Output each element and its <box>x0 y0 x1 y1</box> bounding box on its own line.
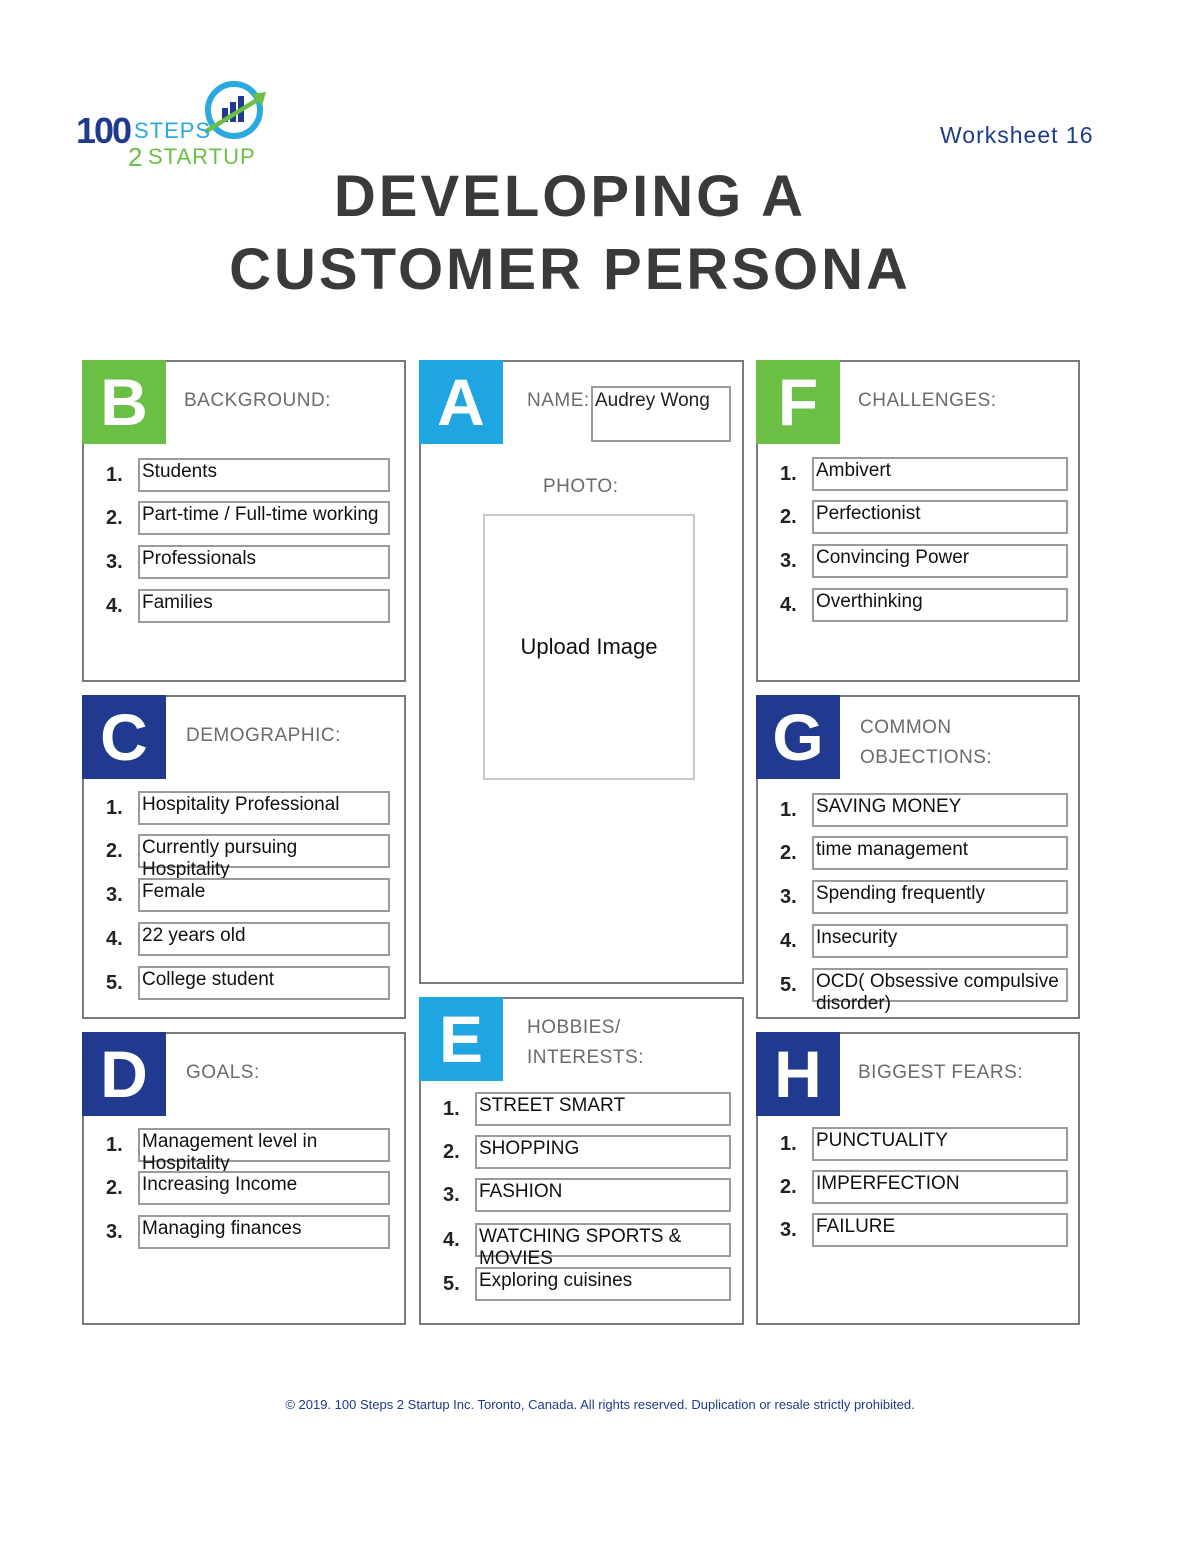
panel-challenges <box>756 360 1080 682</box>
item-number: 3. <box>780 886 797 908</box>
panel-name-photo <box>419 360 744 984</box>
name-field[interactable]: Audrey Wong <box>591 386 731 442</box>
item-number: 5. <box>443 1273 460 1295</box>
hobbies-heading-line-1: HOBBIES/ <box>527 1017 621 1038</box>
logo-two: 2 <box>128 142 143 172</box>
objections-heading-line-2: OBJECTIONS: <box>860 747 993 768</box>
goals-field-2[interactable]: Increasing Income <box>138 1171 390 1205</box>
item-number: 3. <box>106 1221 123 1243</box>
logo-100: 100 <box>76 110 131 151</box>
item-number: 2. <box>780 506 797 528</box>
hobbies-field-5[interactable]: Exploring cuisines <box>475 1267 731 1301</box>
item-number: 2. <box>780 1176 797 1198</box>
fears-field-1[interactable]: PUNCTUALITY <box>812 1127 1068 1161</box>
page-title-line-2: CUSTOMER PERSONA <box>229 237 911 302</box>
item-number: 2. <box>106 1177 123 1199</box>
item-number: 1. <box>443 1098 460 1120</box>
background-field-3[interactable]: Professionals <box>138 545 390 579</box>
section-letter-b: B <box>82 360 166 444</box>
panel-goals <box>82 1032 406 1325</box>
section-letter-e: E <box>419 997 503 1081</box>
panel-background <box>82 360 406 682</box>
panel-hobbies-interests <box>419 997 744 1325</box>
section-letter-a: A <box>419 360 503 444</box>
demographic-heading: DEMOGRAPHIC: <box>186 725 341 746</box>
challenges-field-3[interactable]: Convincing Power <box>812 544 1068 578</box>
item-number: 1. <box>780 799 797 821</box>
section-letter-f: F <box>756 360 840 444</box>
item-number: 4. <box>106 595 123 617</box>
fears-field-3[interactable]: FAILURE <box>812 1213 1068 1247</box>
objections-heading-line-1: COMMON <box>860 717 952 738</box>
photo-label: PHOTO: <box>543 476 619 497</box>
item-number: 4. <box>106 928 123 950</box>
item-number: 2. <box>106 840 123 862</box>
section-letter-h: H <box>756 1032 840 1116</box>
goals-field-1[interactable]: Management level in Hospitality <box>138 1128 390 1162</box>
item-number: 2. <box>780 842 797 864</box>
objections-field-4[interactable]: Insecurity <box>812 924 1068 958</box>
item-number: 2. <box>106 507 123 529</box>
goals-heading: GOALS: <box>186 1062 260 1083</box>
item-number: 3. <box>780 550 797 572</box>
item-number: 3. <box>443 1184 460 1206</box>
demographic-field-2[interactable]: Currently pursuing Hospitality <box>138 834 390 868</box>
section-letter-c: C <box>82 695 166 779</box>
panel-demographic <box>82 695 406 1019</box>
objections-field-2[interactable]: time management <box>812 836 1068 870</box>
item-number: 3. <box>106 884 123 906</box>
challenges-heading: CHALLENGES: <box>858 390 997 411</box>
panel-biggest-fears <box>756 1032 1080 1325</box>
section-letter-d: D <box>82 1032 166 1116</box>
section-letter-g: G <box>756 695 840 779</box>
demographic-field-5[interactable]: College student <box>138 966 390 1000</box>
hobbies-field-2[interactable]: SHOPPING <box>475 1135 731 1169</box>
upload-image-button[interactable] <box>483 514 695 780</box>
item-number: 1. <box>106 464 123 486</box>
item-number: 5. <box>106 972 123 994</box>
item-number: 1. <box>106 1134 123 1156</box>
item-number: 1. <box>780 463 797 485</box>
background-field-4[interactable]: Families <box>138 589 390 623</box>
logo-steps: STEPS <box>134 118 212 143</box>
demographic-field-4[interactable]: 22 years old <box>138 922 390 956</box>
background-heading: BACKGROUND: <box>184 390 331 411</box>
hobbies-field-3[interactable]: FASHION <box>475 1178 731 1212</box>
background-field-1[interactable]: Students <box>138 458 390 492</box>
hobbies-field-4[interactable]: WATCHING SPORTS & MOVIES <box>475 1223 731 1257</box>
objections-field-1[interactable]: SAVING MONEY <box>812 793 1068 827</box>
item-number: 4. <box>780 594 797 616</box>
panel-common-objections <box>756 695 1080 1019</box>
challenges-field-4[interactable]: Overthinking <box>812 588 1068 622</box>
challenges-field-1[interactable]: Ambivert <box>812 457 1068 491</box>
item-number: 4. <box>443 1229 460 1251</box>
item-number: 1. <box>106 797 123 819</box>
item-number: 4. <box>780 930 797 952</box>
item-number: 1. <box>780 1133 797 1155</box>
fears-field-2[interactable]: IMPERFECTION <box>812 1170 1068 1204</box>
objections-field-5[interactable]: OCD( Obsessive compulsive disorder) <box>812 968 1068 1002</box>
hobbies-field-1[interactable]: STREET SMART <box>475 1092 731 1126</box>
item-number: 3. <box>780 1219 797 1241</box>
upload-image-label: Upload Image <box>520 634 658 659</box>
logo-startup: STARTUP <box>148 144 256 169</box>
page-title-line-1: DEVELOPING A <box>333 164 807 229</box>
item-number: 2. <box>443 1141 460 1163</box>
background-field-2[interactable]: Part-time / Full-time working <box>138 501 390 535</box>
fears-heading: BIGGEST FEARS: <box>858 1062 1024 1083</box>
objections-field-3[interactable]: Spending frequently <box>812 880 1068 914</box>
challenges-field-2[interactable]: Perfectionist <box>812 500 1068 534</box>
demographic-field-3[interactable]: Female <box>138 878 390 912</box>
worksheet-label: Worksheet 16 <box>940 122 1094 148</box>
name-label: NAME: <box>527 390 590 411</box>
hobbies-heading-line-2: INTERESTS: <box>527 1047 644 1068</box>
goals-field-3[interactable]: Managing finances <box>138 1215 390 1249</box>
item-number: 5. <box>780 974 797 996</box>
demographic-field-1[interactable]: Hospitality Professional <box>138 791 390 825</box>
item-number: 3. <box>106 551 123 573</box>
copyright-footer: © 2019. 100 Steps 2 Startup Inc. Toronto, Canada. All rights reserved. Duplication or resale strictly prohibited. <box>285 1397 915 1412</box>
